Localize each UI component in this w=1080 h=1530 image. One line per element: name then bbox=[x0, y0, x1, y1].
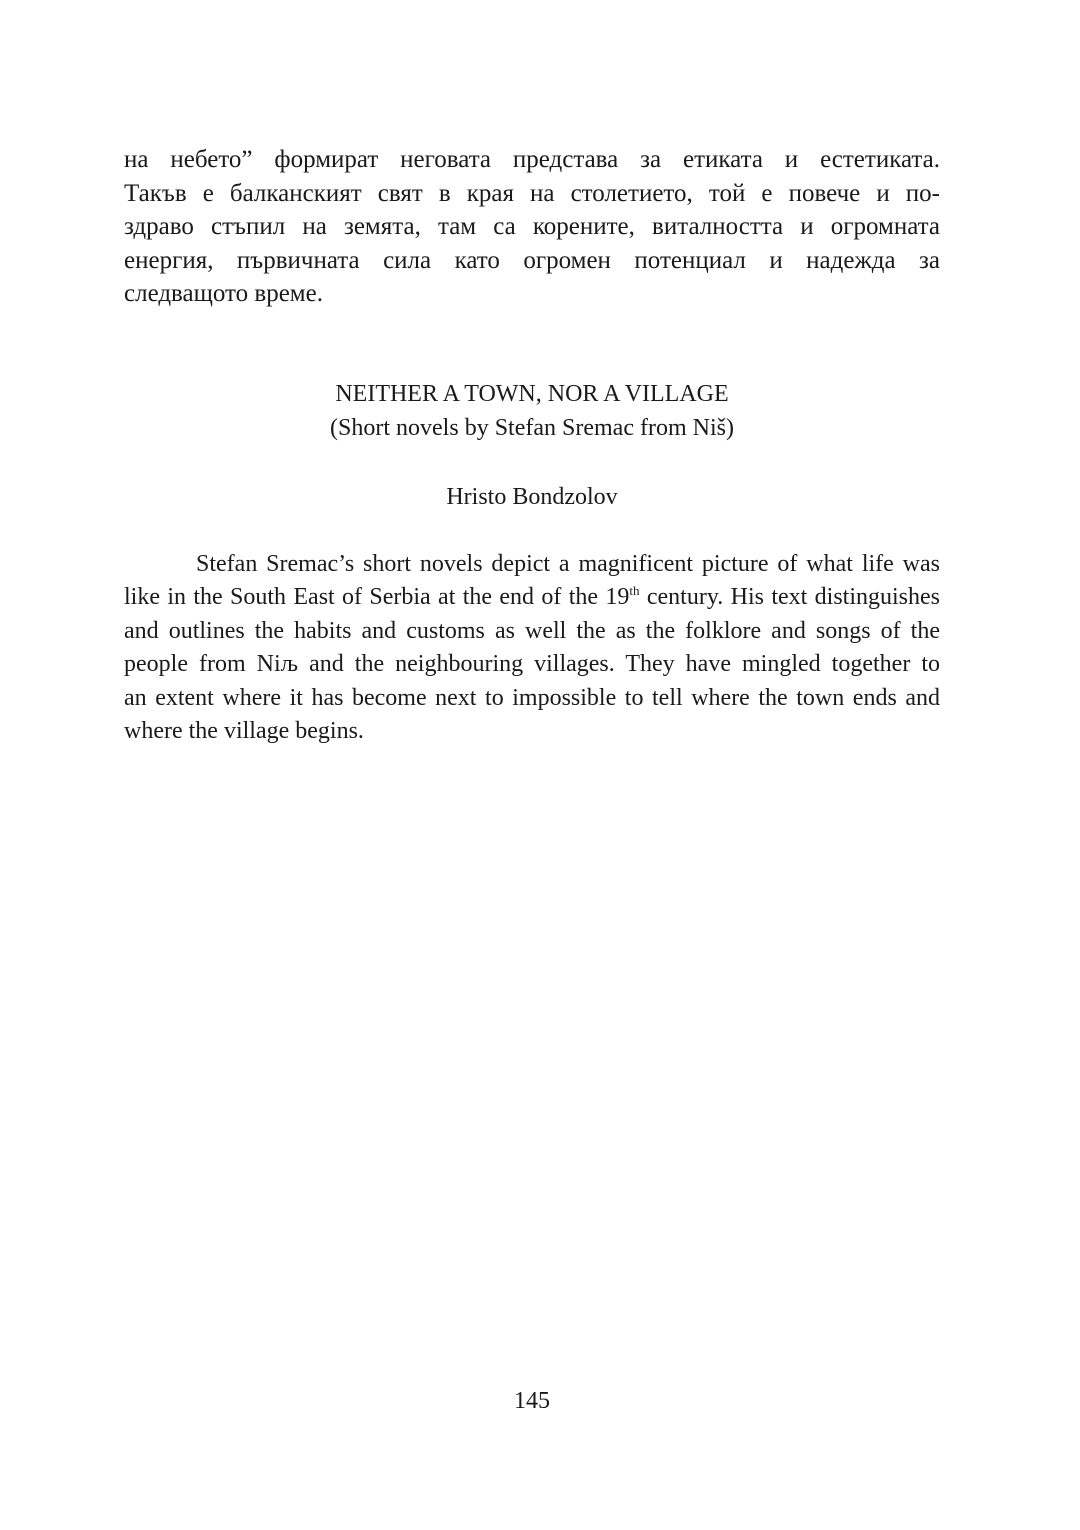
abstract-text: century. His text distinguishes bbox=[639, 584, 940, 611]
abstract-line: and outlines the habits and customs as well the as the folklore and songs of the bbox=[124, 617, 940, 644]
abstract-text: like in the South East of Serbia at the end of the 19 bbox=[124, 584, 630, 611]
bulgarian-line: следващото време. bbox=[124, 280, 323, 308]
page-number: 145 bbox=[514, 1388, 550, 1414]
article-subtitle: (Short novels by Stefan Sremac from Niš) bbox=[330, 415, 734, 441]
bulgarian-line: здраво стъпил на земята, там са корените, виталността и огромната bbox=[124, 213, 940, 241]
bulgarian-line: на небето” формират неговата представа за етиката и естетиката. bbox=[124, 146, 940, 173]
bulgarian-paragraph bbox=[124, 143, 940, 311]
abstract-line: an extent where it has become next to impossible to tell where the town ends and bbox=[124, 684, 940, 711]
bulgarian-line: Такъв е балканският свят в края на столетието, той е повече и по- bbox=[124, 179, 940, 207]
document-page bbox=[124, 0, 940, 1530]
abstract-line: people from Niљ and the neighbouring villages. They have mingled together to bbox=[124, 651, 940, 678]
ordinal-superscript: th bbox=[629, 583, 640, 599]
abstract-line: Stefan Sremac’s short novels depict a magnificent picture of what life was bbox=[196, 551, 940, 577]
abstract-line: where the village begins. bbox=[124, 718, 364, 745]
abstract-line bbox=[124, 581, 940, 614]
article-title: NEITHER A TOWN, NOR A VILLAGE bbox=[335, 381, 729, 407]
bulgarian-line: енергия, първичната сила като огромен потенциал и надежда за bbox=[124, 246, 940, 274]
abstract-paragraph bbox=[124, 548, 940, 748]
article-author: Hristo Bondzolov bbox=[446, 484, 618, 510]
